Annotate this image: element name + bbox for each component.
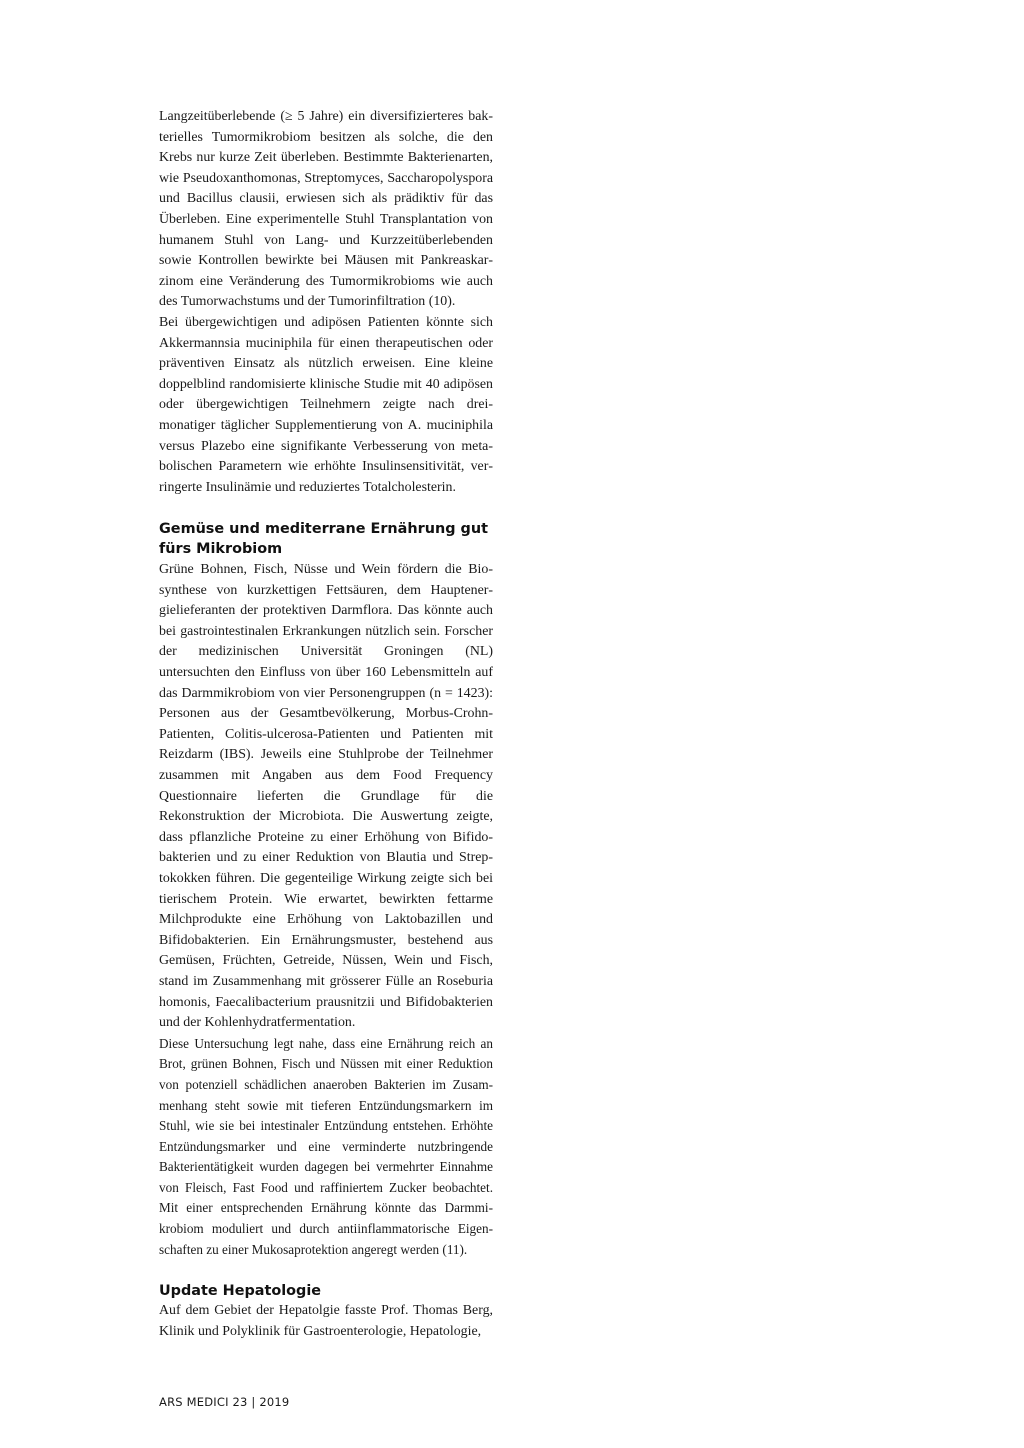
- body-paragraph: Grüne Bohnen, Fisch, Nüsse und Wein fördern die Biosynthese von kurzkettigen Fettsäuren, dem Hauptenergielieferanten der protektiven Darmflora. Das könnte auch bei gastrointestinalen Erkrankungen nützlich sein. Forscher der medizinischen Universität Groningen (NL) untersuchten den Einfluss von über 160 Lebensmitteln auf das Darmmikrobiom von vier Personengruppen (n = 1423): Personen aus der Gesamtbevölkerung, Morbus-Crohn-Patienten, Colitis-ulcerosa-Patienten und Patienten mit Reizdarm (IBS). Jeweils eine Stuhlprobe der Teilnehmer zusammen mit Angaben aus dem Food Frequency Questionnaire lieferten die Grundlage für die Rekonstruktion der Microbiota. Die Auswertung zeigte, dass pflanzliche Proteine zu einer Erhöhung von Bifidobakterien und zu einer Reduktion von Blautia und Streptokokken führen. Die gegenteilige Wirkung zeigte sich bei tierischem Protein. Wie erwartet, bewirkten fettarme Milchprodukte eine Erhöhung von Laktobazillen und Bifidobakterien. Ein Ernährungsmuster, bestehend aus Gemüsen, Früchten, Getreide, Nüssen, Wein und Fisch, stand im Zusammenhang mit grösserer Fülle an Roseburia homonis, Faecalibacterium prausnitzii und Bifidobakterien und der Kohlenhydratfermentation.: [159, 562, 493, 1031]
- journal-footer: ARS MEDICI 23 | 2019: [159, 1395, 290, 1409]
- body-paragraph: Auf dem Gebiet der Hepatolgie fasste Prof. Thomas Berg, Klinik und Polyklinik für Gastroenterologie, Hepatologie,: [159, 1303, 493, 1340]
- article-column: [159, 107, 493, 1343]
- section-heading-hepatologie: Update Hepatologie: [159, 1282, 322, 1299]
- body-paragraph: Langzeitüberlebende (≥ 5 Jahre) ein diversifizierteres bakterielles Tumormikrobiom besitzen als solche, die den Krebs nur kurze Zeit überleben. Bestimmte Bakterienarten, wie Pseudoxanthomonas, Streptomyces, Saccharopolyspora und Bacillus clausii, erwiesen sich als prädiktiv für das Überleben. Eine experimentelle Stuhl Transplantation von humanem Stuhl von Lang- und Kurzzeitüberlebenden sowie Kontrollen bewirkte bei Mäusen mit Pankreaskarzinom eine Veränderung des Tumormikrobioms wie auch des Tumorwachstums und der Tumorinfiltration (10).: [159, 109, 493, 310]
- section-spacer: [159, 498, 493, 519]
- body-paragraph: Diese Untersuchung legt nahe, dass eine Ernährung reich an Brot, grünen Bohnen, Fisch und Nüssen mit einer Reduktion von potenziell schädlichen anaeroben Bakterien im Zusammenhang steht sowie mit tieferen Entzündungsmarkern im Stuhl, wie sie bei intestinaler Entzündung entstehen. Erhöhte Entzündungsmarker und eine verminderte nutzbringende Bakterientätigkeit wurden dagegen bei vermehrter Einnahme von Fleisch, Fast Food und raffiniertem Zucker beobachtet. Mit einer entsprechenden Ernährung könnte das Darmmikrobiom moduliert und durch antiinflammatorische Eigenschaften zu einer Mukosaprotektion angeregt werden (11).: [159, 1035, 493, 1257]
- section-heading-mikrobiom: Gemüse und mediterrane Ernährung gut fürs Mikrobiom: [159, 520, 488, 558]
- section-spacer: [159, 1260, 493, 1281]
- body-paragraph: Bei übergewichtigen und adipösen Patienten könnte sich Akkermannsia muciniphila für einen therapeutischen oder präventiven Einsatz als nützlich erweisen. Eine kleine doppelblind randomisierte klinische Studie mit 40 adipösen oder übergewichtigen Teilnehmern zeigte nach dreimonatiger täglicher Supplementierung von A. muciniphila versus Plazebo eine signifikante Verbesserung von metabolischen Parametern wie erhöhte Insulinsensitivität, verringerte Insulinämie und reduziertes Totalcholesterin.: [159, 314, 493, 495]
